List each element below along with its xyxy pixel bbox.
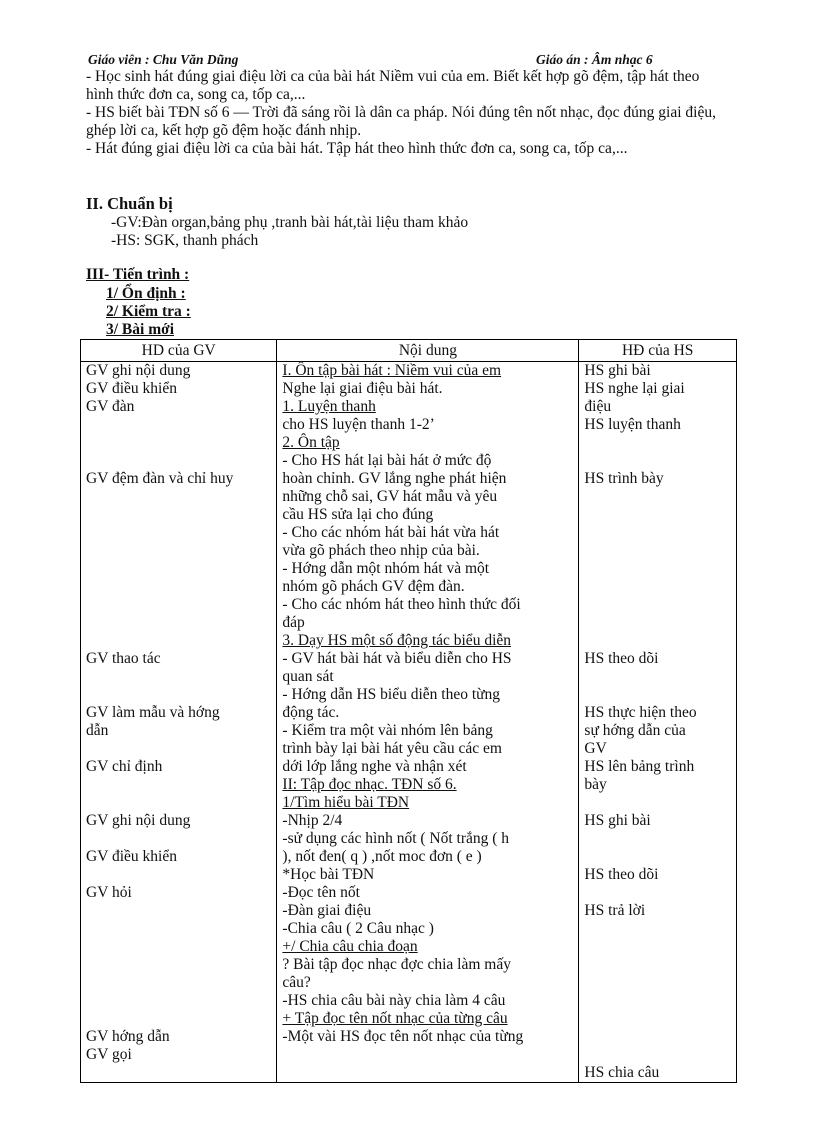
teacher-activity-line: dẫn	[86, 722, 109, 739]
lesson-plan-subject: Giáo án : Âm nhạc 6	[536, 52, 653, 67]
student-activity-line	[584, 956, 731, 974]
content-line: 1. Luyện thanh	[282, 398, 376, 415]
student-activity-line	[584, 992, 731, 1010]
teacher-activity-line	[86, 434, 271, 452]
content-line: trình bày lại bài hát yêu cầu các em	[282, 740, 502, 757]
content-line: 2. Ôn tập	[282, 434, 340, 451]
student-activity-line	[584, 1046, 731, 1064]
student-activity-column	[579, 362, 737, 1083]
teacher-activity-line: GV làm mẫu và hớng	[86, 704, 220, 721]
student-activity-line: sự hớng dẫn của	[584, 722, 686, 739]
content-line: - Cho các nhóm hát theo hình thức đối	[282, 596, 521, 613]
teacher-activity-line: GV hỏi	[86, 884, 132, 901]
content-line: - Kiểm tra một vài nhóm lên bảng	[282, 722, 493, 739]
teacher-activity-line	[86, 974, 271, 992]
preparation-list	[111, 214, 468, 250]
content-line: quan sát	[282, 668, 334, 685]
content-line: - Hớng dẫn một nhóm hát và một	[282, 560, 490, 577]
content-line: Nghe lại giai điệu bài hát.	[282, 380, 443, 397]
student-activity-line	[584, 524, 731, 542]
teacher-activity-line	[86, 506, 271, 524]
teacher-activity-line: GV gọi	[86, 1046, 132, 1063]
teacher-activity-line	[86, 488, 271, 506]
teacher-activity-line: GV đàn	[86, 398, 135, 415]
student-activity-line: HS lên bảng trình	[584, 758, 695, 775]
teacher-activity-line	[86, 776, 271, 794]
objective-line: - Hát đúng giai điệu lời ca của bài hát. Tập hát theo hình thức đơn ca, song ca, tốp ca,...	[86, 140, 628, 157]
student-activity-line	[584, 560, 731, 578]
preparation-item: -HS: SGK, thanh phách	[111, 232, 259, 249]
content-line: -Nhịp 2/4	[282, 812, 343, 829]
student-activity-line	[584, 596, 731, 614]
content-line: đáp	[282, 614, 305, 631]
content-line: + Tập đọc tên nốt nhạc của từng câu	[282, 1010, 508, 1027]
teacher-activity-line	[86, 956, 271, 974]
content-line: ), nốt đen( q ) ,nốt moc đơn ( e )	[282, 848, 482, 865]
content-line: - GV hát bài hát và biểu diễn cho HS	[282, 650, 512, 667]
teacher-activity-column	[81, 362, 277, 1083]
teacher-activity-line	[86, 686, 271, 704]
student-activity-line: điệu	[584, 398, 612, 415]
teacher-activity-line: GV điều khiển	[86, 380, 177, 397]
content-line: - Cho HS hát lại bài hát ở mức độ	[282, 452, 492, 469]
student-activity-line: HS trình bày	[584, 470, 664, 487]
content-line: - Cho các nhóm hát bài hát vừa hát	[282, 524, 500, 541]
student-activity-line	[584, 920, 731, 938]
content-line: cho HS luyện thanh 1-2’	[282, 416, 435, 433]
student-activity-line	[584, 506, 731, 524]
content-line: ? Bài tập đọc nhạc đợc chia làm mấy	[282, 956, 511, 973]
student-activity-line	[584, 830, 731, 848]
teacher-activity-line	[86, 830, 271, 848]
content-line: hoàn chỉnh. GV lắng nghe phát hiện	[282, 470, 507, 487]
preparation-item: -GV:Đàn organ,bảng phụ ,tranh bài hát,tài liệu tham khảo	[111, 214, 469, 231]
content-line: vừa gõ phách theo nhịp của bài.	[282, 542, 480, 559]
content-column	[277, 362, 579, 1083]
student-activity-line	[584, 668, 731, 686]
objectives-text	[86, 68, 716, 158]
teacher-activity-line	[86, 866, 271, 884]
student-activity-line: HS chia câu	[584, 1064, 660, 1081]
student-activity-line	[584, 848, 731, 866]
content-line: câu?	[282, 974, 311, 991]
process-step: 3/ Bài mới	[106, 321, 175, 338]
student-activity-line	[584, 938, 731, 956]
student-activity-line: GV	[584, 740, 607, 757]
content-line: II: Tập đọc nhạc. TĐN số 6.	[282, 776, 457, 793]
process-step: 2/ Kiểm tra :	[106, 303, 191, 320]
table-header-row	[81, 340, 737, 362]
teacher-activity-line: GV đệm đàn và chỉ huy	[86, 470, 234, 487]
teacher-activity-line	[86, 938, 271, 956]
student-activity-line: bày	[584, 776, 607, 793]
student-activity-line: HS ghi bài	[584, 362, 651, 379]
teacher-activity-line	[86, 992, 271, 1010]
content-line: 1/Tìm hiểu bài TĐN	[282, 794, 410, 811]
student-activity-line	[584, 434, 731, 452]
content-line: -HS chia câu bài này chia làm 4 câu	[282, 992, 506, 1009]
section-process-title: III- Tiến trình :	[86, 266, 190, 283]
content-line: cầu HS sửa lại cho đúng	[282, 506, 434, 523]
header-teacher-activity: HD của GV	[81, 340, 277, 362]
student-activity-line	[584, 1010, 731, 1028]
teacher-activity-line: GV hớng dẫn	[86, 1028, 170, 1045]
content-line: - Hớng dẫn HS biểu diễn theo từng	[282, 686, 501, 703]
teacher-activity-line	[86, 920, 271, 938]
teacher-activity-line	[86, 560, 271, 578]
teacher-activity-line	[86, 542, 271, 560]
teacher-activity-line	[86, 452, 271, 470]
objective-line: - Học sinh hát đúng giai điệu lời ca của bài hát Niềm vui của em. Biết kết hợp gõ đệm, tập hát theo hình thức đơn ca, song ca, tốp ca,...	[86, 68, 700, 103]
process-steps	[106, 285, 191, 339]
student-activity-line	[584, 452, 731, 470]
student-activity-line	[584, 632, 731, 650]
teacher-activity-line: GV ghi nội dung	[86, 362, 191, 379]
content-line: -Một vài HS đọc tên nốt nhạc của từng	[282, 1028, 524, 1045]
content-line: I. Ôn tập bài hát : Niềm vui của em	[282, 362, 502, 379]
process-step: 1/ Ổn định :	[106, 285, 186, 302]
header-student-activity: HĐ của HS	[579, 340, 737, 362]
objective-line: - HS biết bài TĐN số 6 — Trời đã sáng rồi là dân ca pháp. Nói đúng tên nốt nhạc, đọc đúng giai điệu, ghép lời ca, kết hợp gõ đệm hoặc đánh nhịp.	[86, 104, 716, 139]
teacher-activity-line	[86, 632, 271, 650]
content-line: -sử dụng các hình nốt ( Nốt trắng ( h	[282, 830, 510, 847]
content-line: nhóm gõ phách GV đệm đàn.	[282, 578, 465, 595]
student-activity-line: HS theo dõi	[584, 866, 659, 883]
student-activity-line	[584, 974, 731, 992]
teacher-activity-line	[86, 794, 271, 812]
teacher-activity-line	[86, 668, 271, 686]
student-activity-line	[584, 884, 731, 902]
teacher-activity-line: GV điều khiển	[86, 848, 177, 865]
content-line: +/ Chia câu chia đoạn	[282, 938, 418, 955]
teacher-activity-line	[86, 524, 271, 542]
section-preparation-title: II. Chuẩn bị	[86, 194, 173, 213]
teacher-activity-line	[86, 1010, 271, 1028]
content-line: *Học bài TĐN	[282, 866, 375, 883]
student-activity-line	[584, 614, 731, 632]
teacher-activity-line	[86, 740, 271, 758]
header-content: Nội dung	[277, 340, 579, 362]
student-activity-line	[584, 794, 731, 812]
teacher-activity-line	[86, 578, 271, 596]
student-activity-line: HS ghi bài	[584, 812, 651, 829]
content-line: 3. Dạy HS một số động tác biểu diễn	[282, 632, 512, 649]
content-line: -Đọc tên nốt	[282, 884, 360, 901]
student-activity-line	[584, 686, 731, 704]
content-line: động tác.	[282, 704, 340, 721]
student-activity-line: HS trả lời	[584, 902, 646, 919]
student-activity-line: HS luyện thanh	[584, 416, 681, 433]
teacher-name: Giáo viên : Chu Văn Dũng	[88, 52, 239, 67]
student-activity-line	[584, 578, 731, 596]
content-line: -Đàn giai điệu	[282, 902, 372, 919]
student-activity-line	[584, 488, 731, 506]
teacher-activity-line	[86, 596, 271, 614]
teacher-activity-line: GV ghi nội dung	[86, 812, 191, 829]
teacher-activity-line: GV thao tác	[86, 650, 161, 667]
student-activity-line: HS theo dõi	[584, 650, 659, 667]
content-line: dới lớp lắng nghe và nhận xét	[282, 758, 467, 775]
student-activity-line: HS nghe lại giai	[584, 380, 685, 397]
student-activity-line: HS thực hiện theo	[584, 704, 697, 721]
content-line: -Chia câu ( 2 Câu nhạc )	[282, 920, 434, 937]
content-line: những chỗ sai, GV hát mẫu và yêu	[282, 488, 498, 505]
teacher-activity-line	[86, 614, 271, 632]
teacher-activity-line	[86, 416, 271, 434]
lesson-table	[80, 339, 737, 1083]
student-activity-line	[584, 1028, 731, 1046]
teacher-activity-line: GV chỉ định	[86, 758, 163, 775]
teacher-activity-line	[86, 902, 271, 920]
table-body-row	[81, 362, 737, 1083]
student-activity-line	[584, 542, 731, 560]
